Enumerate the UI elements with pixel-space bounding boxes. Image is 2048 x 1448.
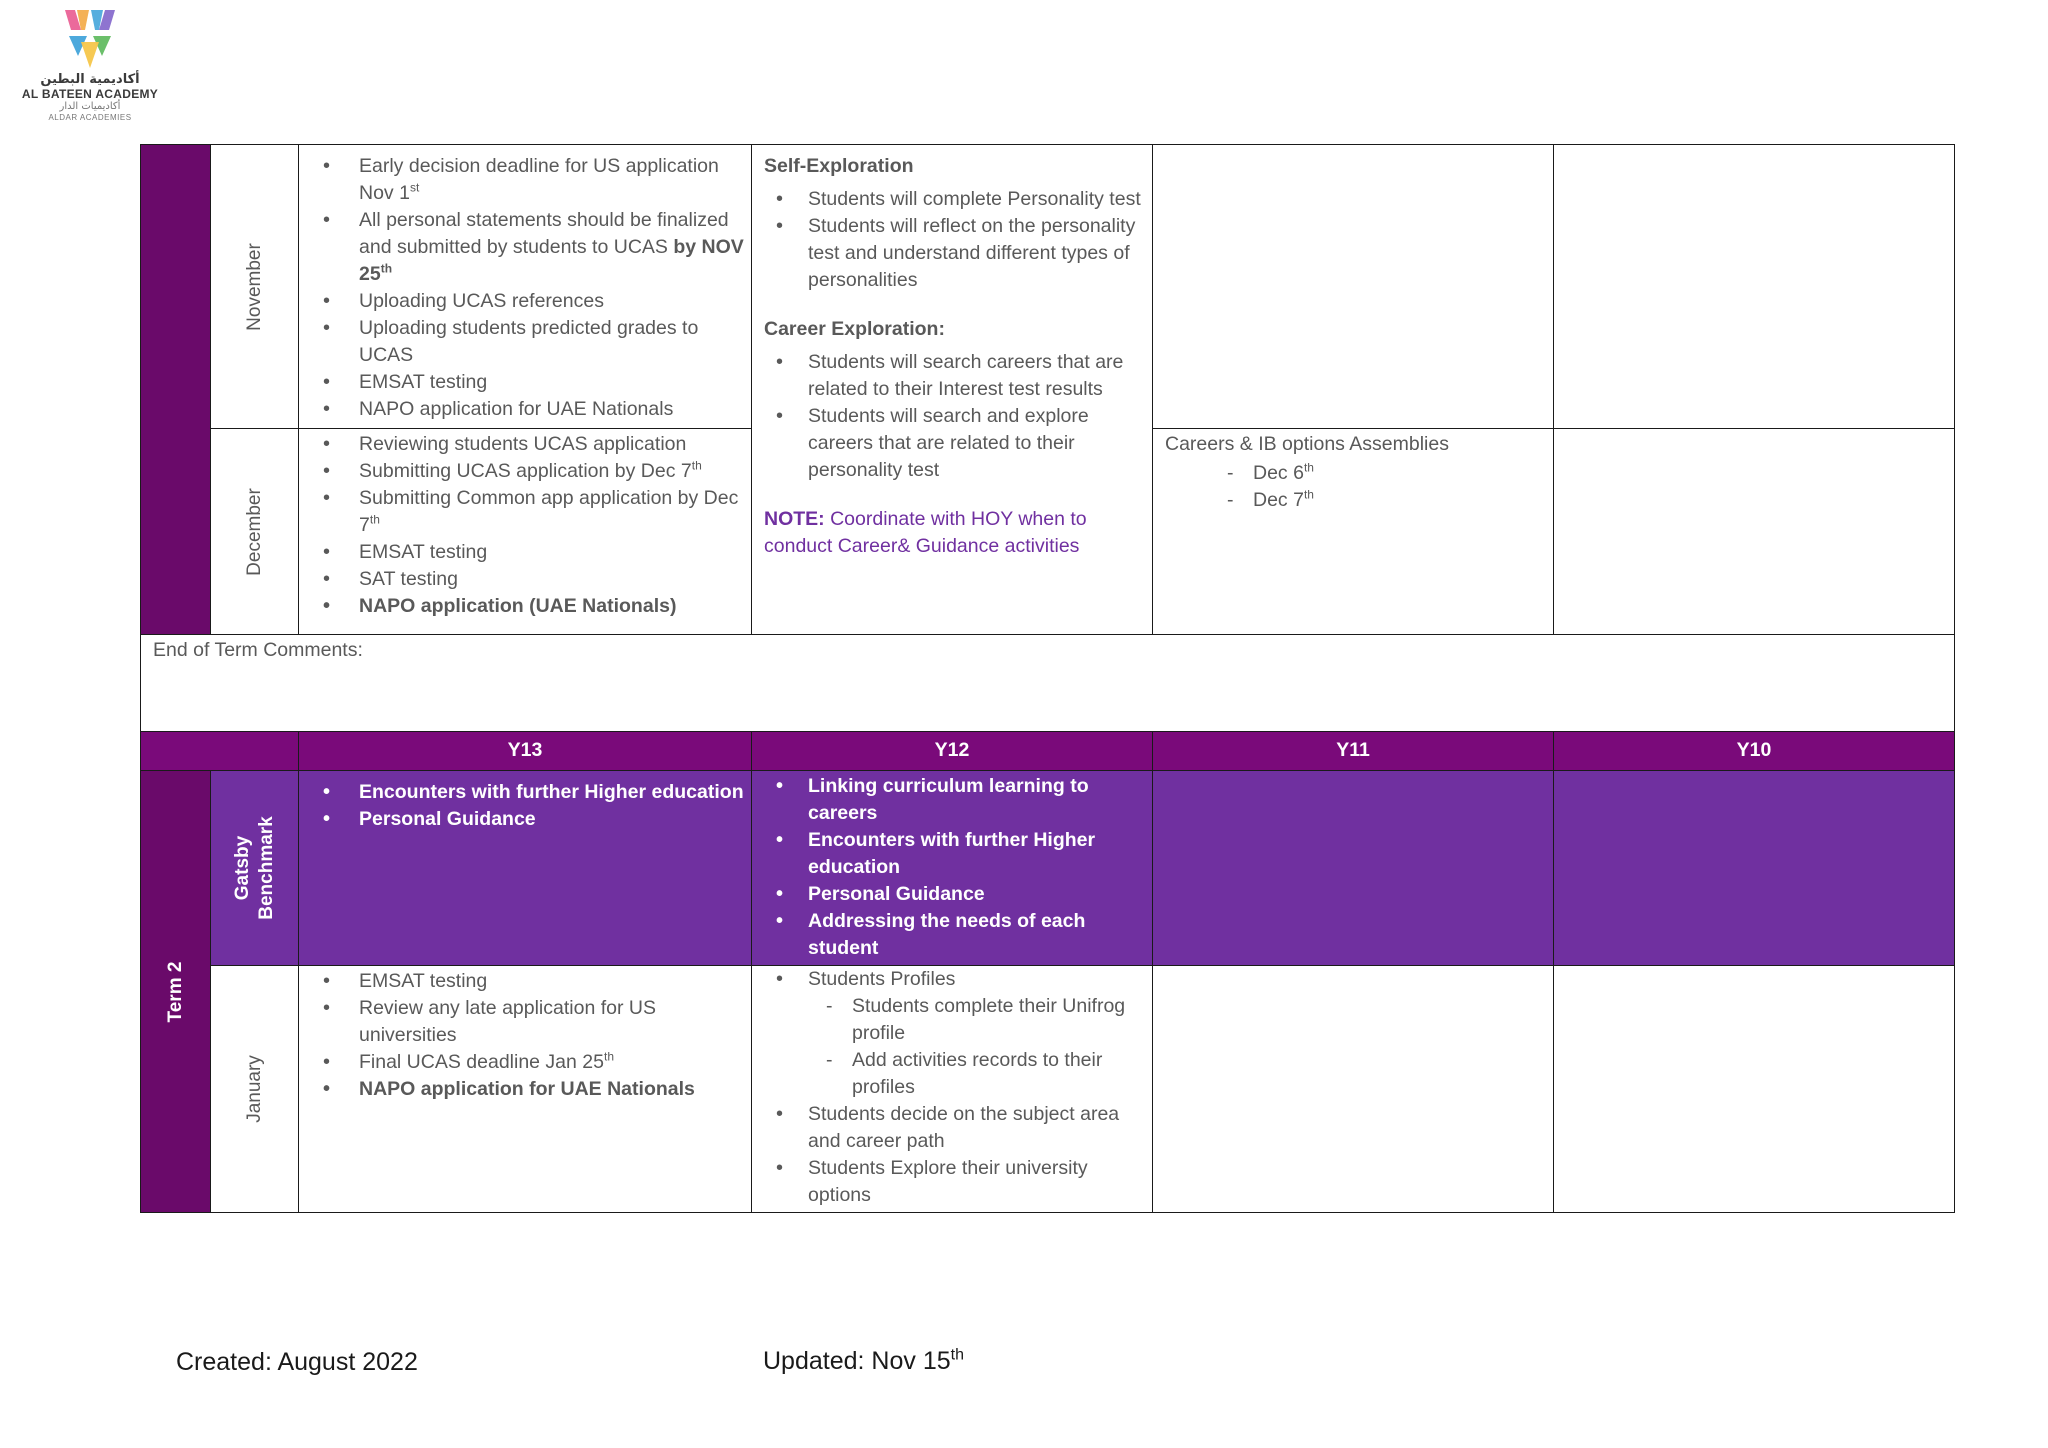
- list-item: • Submitting UCAS application by Dec 7th: [311, 458, 745, 485]
- assembly-dates-list: [1165, 460, 1547, 514]
- career-exploration-list: [764, 349, 1146, 484]
- gatsby-y12-list: [764, 773, 1146, 962]
- academy-logo: [10, 8, 170, 143]
- january-y13-cell: [298, 965, 752, 1213]
- self-exploration-list: [764, 186, 1146, 294]
- list-item: • EMSAT testing: [311, 539, 745, 566]
- january-y10-cell: [1553, 965, 1955, 1213]
- self-exploration-title: Self-Exploration: [764, 155, 914, 177]
- list-item: • NAPO application for UAE Nationals: [311, 1076, 745, 1103]
- list-item: • Addressing the needs of each student: [764, 908, 1146, 962]
- january-y13-list: [311, 968, 745, 1103]
- list-item: • Students will search careers that are related to their Interest test results: [764, 349, 1146, 403]
- january-y12-list-2: [764, 1101, 1146, 1209]
- month-label: January: [243, 1055, 265, 1123]
- list-item: • Uploading students predicted grades to UCAS: [311, 315, 745, 369]
- december-y10-cell: [1553, 428, 1955, 635]
- list-item: • EMSAT testing: [311, 369, 745, 396]
- logo-english-group: ALDAR ACADEMIES: [48, 113, 132, 122]
- header-y11: Y11: [1152, 731, 1554, 771]
- logo-mark-icon: [63, 8, 117, 70]
- list-item: • NAPO application for UAE Nationals: [311, 396, 745, 423]
- updated-date: Updated: Nov 15th: [763, 1346, 964, 1375]
- gatsby-y10-cell: [1553, 770, 1955, 966]
- month-label: November: [243, 242, 265, 331]
- list-item: • Uploading UCAS references: [311, 288, 745, 315]
- list-item: • Students decide on the subject area and career path: [764, 1101, 1146, 1155]
- list-item: • EMSAT testing: [311, 968, 745, 995]
- list-item: • Students will search and explore careers that are related to their personality test: [764, 403, 1146, 484]
- november-y11-cell: [1152, 144, 1554, 429]
- header-y12: Y12: [751, 731, 1153, 771]
- list-item: • SAT testing: [311, 566, 745, 593]
- list-item: • Students Explore their university options: [764, 1155, 1146, 1209]
- assemblies-title: Careers & IB options Assemblies: [1165, 433, 1449, 455]
- list-item: • Final UCAS deadline Jan 25th: [311, 1049, 745, 1076]
- list-item: • Encounters with further Higher education: [311, 779, 745, 806]
- list-item: - Students complete their Unifrog profile: [764, 993, 1146, 1047]
- logo-arabic-group: أكاديميات الدار: [59, 101, 121, 112]
- term1-sidebar: [140, 144, 211, 635]
- month-december: [210, 428, 299, 635]
- end-of-term-label: End of Term Comments:: [153, 639, 363, 661]
- gatsby-y13-list: [311, 779, 745, 833]
- list-item: • Submitting Common app application by Dec 7th: [311, 485, 745, 539]
- month-label: December: [243, 487, 265, 576]
- term2-label: Term 2: [164, 961, 186, 1022]
- list-item: • Students Profiles: [764, 966, 1146, 993]
- list-item: • Review any late application for US universities: [311, 995, 745, 1049]
- january-y12-list: [764, 966, 1146, 993]
- list-item: • All personal statements should be finalized and submitted by students to UCAS by NOV 25th: [311, 207, 745, 288]
- end-of-term-comments: [140, 634, 1955, 732]
- logo-english-name: AL BATEEN ACADEMY: [21, 87, 159, 101]
- list-item: • Personal Guidance: [764, 881, 1146, 908]
- january-y11-cell: [1152, 965, 1554, 1213]
- list-item: - Dec 7th: [1165, 487, 1547, 514]
- november-y13-list: [311, 153, 745, 423]
- list-item: - Dec 6th: [1165, 460, 1547, 487]
- header-blank: [140, 731, 299, 771]
- december-y13-list: [311, 431, 745, 620]
- month-january: [210, 965, 299, 1213]
- month-november: [210, 144, 299, 429]
- created-date: Created: August 2022: [176, 1348, 418, 1376]
- career-exploration-title: Career Exploration:: [764, 318, 945, 340]
- gatsby-y11-cell: [1152, 770, 1554, 966]
- january-y12-cell: [751, 965, 1153, 1213]
- term1-y12-cell: [751, 144, 1153, 635]
- list-item: • Linking curriculum learning to careers: [764, 773, 1146, 827]
- list-item: • Students will reflect on the personality test and understand different types of personalities: [764, 213, 1146, 294]
- november-y10-cell: [1553, 144, 1955, 429]
- january-y12-sublist: [764, 993, 1146, 1101]
- header-y13: Y13: [298, 731, 752, 771]
- december-y11-cell: [1152, 428, 1554, 635]
- coordination-note: NOTE: Coordinate with HOY when to conduct Career& Guidance activities: [764, 508, 1087, 557]
- logo-arabic-name: أكاديمية البطين: [40, 72, 140, 87]
- list-item: - Add activities records to their profiles: [764, 1047, 1146, 1101]
- term2-sidebar: [140, 770, 211, 1213]
- gatsby-y12-cell: [751, 770, 1153, 966]
- gatsby-y13-cell: [298, 770, 752, 966]
- list-item: • Early decision deadline for US application Nov 1st: [311, 153, 745, 207]
- list-item: • Encounters with further Higher education: [764, 827, 1146, 881]
- header-y10: Y10: [1553, 731, 1955, 771]
- gatsby-benchmark-label: Gatsby Benchmark: [210, 770, 299, 966]
- november-y13-cell: [298, 144, 752, 429]
- list-item: • Students will complete Personality test: [764, 186, 1146, 213]
- list-item: • NAPO application (UAE Nationals): [311, 593, 745, 620]
- list-item: • Reviewing students UCAS application: [311, 431, 745, 458]
- december-y13-cell: [298, 428, 752, 635]
- list-item: • Personal Guidance: [311, 806, 745, 833]
